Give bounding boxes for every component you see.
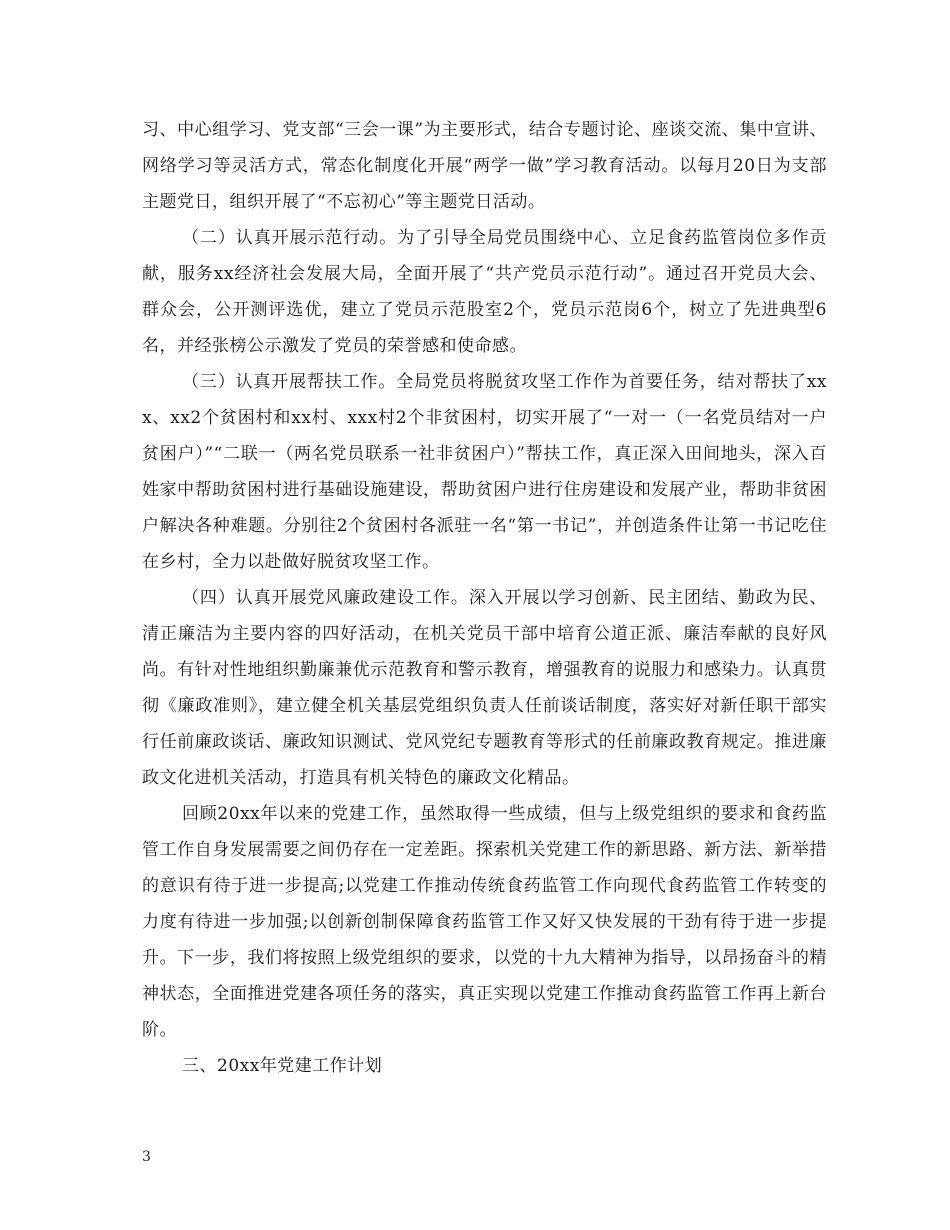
document-body [142, 112, 827, 1084]
section-heading-work-plan: 三、20xx年党建工作计划 [182, 1056, 383, 1076]
paragraph-poverty-assistance: （三）认真开展帮扶工作。全局党员将脱贫攻坚工作作为首要任务，结对帮扶了xxx、xx2个贫困村和xx村、xxx村2个非贫困村，切实开展了“一对一（一名党员结对一户贫困户）”“二联一（两名党员联系一社非贫困户）”帮扶工作，真正深入田间地头，深入百姓家中帮助贫困村进行基础设施建设，帮助贫困户进行住房建设和发展产业，帮助非贫困户解决各种难题。分别往2个贫困村各派驻一名“第一书记”，并创造条件让第一书记吃住在乡村，全力以赴做好脱贫攻坚工作。 [142, 372, 827, 572]
paragraph-integrity-building: （四）认真开展党风廉政建设工作。深入开展以学习创新、民主团结、勤政为民、清正廉洁为主要内容的四好活动，在机关党员干部中培育公道正派、廉洁奉献的良好风尚。有针对性地组织勤廉兼优示范教育和警示教育，增强教育的说服力和感染力。认真贯彻《廉政准则》，建立健全机关基层党组织负责人任前谈话制度，落实好对新任职干部实行任前廉政谈话、廉政知识测试、党风党纪专题教育等形式的任前廉政教育规定。推进廉政文化进机关活动，打造具有机关特色的廉政文化精品。 [142, 588, 827, 788]
paragraph-study-activities: 习、中心组学习、党支部“三会一课”为主要形式，结合专题讨论、座谈交流、集中宣讲、网络学习等灵活方式，常态化制度化开展“两学一做”学习教育活动。以每月20日为支部主题党日，组织开展了“不忘初心”等主题党日活动。 [142, 120, 827, 212]
page-number: 3 [142, 1149, 151, 1165]
paragraph-demonstration-action: （二）认真开展示范行动。为了引导全局党员围绕中心、立足食药监管岗位多作贡献，服务xx经济社会发展大局，全面开展了“共产党员示范行动”。通过召开党员大会、群众会，公开测评选优，建立了党员示范股室2个，党员示范岗6个，树立了先进典型6名，并经张榜公示激发了党员的荣誉感和使命感。 [142, 228, 827, 356]
paragraph-review-summary: 回顾20xx年以来的党建工作，虽然取得一些成绩，但与上级党组织的要求和食药监管工作自身发展需要之间仍存在一定差距。探索机关党建工作的新思路、新方法、新举措的意识有待于进一步提高;以党建工作推动传统食药监管工作向现代食药监管工作转变的力度有待进一步加强;以创新创制保障食药监管工作又好又快发展的干劲有待于进一步提升。下一步，我们将按照上级党组织的要求，以党的十九大精神为指导，以昂扬奋斗的精神状态，全面推进党建各项任务的落实，真正实现以党建工作推动食药监管工作再上新台阶。 [142, 804, 827, 1040]
